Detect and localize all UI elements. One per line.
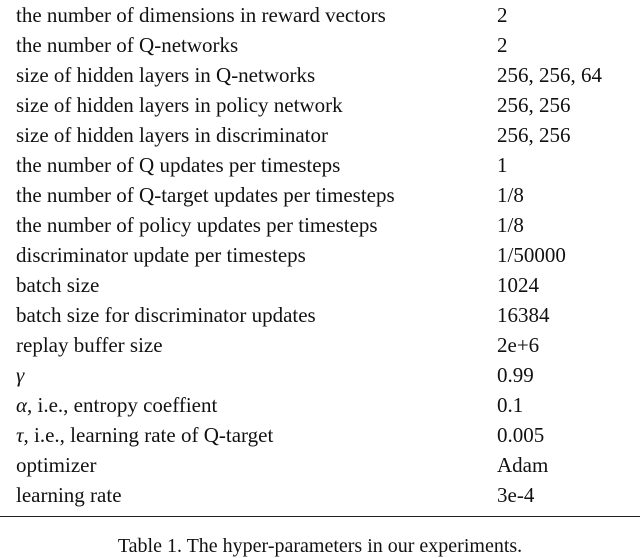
parameter-value: Adam <box>497 453 549 477</box>
table-row <box>0 180 640 210</box>
table-row <box>0 300 640 330</box>
parameter-name: size of hidden layers in policy network <box>16 93 343 117</box>
parameter-name <box>0 390 497 420</box>
table-row <box>0 210 640 240</box>
parameter-value: 256, 256 <box>497 93 571 117</box>
parameter-value: 2 <box>497 33 508 57</box>
table-row <box>0 90 640 120</box>
parameter-name: the number of Q-networks <box>16 33 239 57</box>
table-caption: Table 1. The hyper-parameters in our experiments. <box>117 535 523 557</box>
parameter-name: batch size <box>16 273 100 297</box>
table-row <box>0 330 640 360</box>
table-row <box>0 480 640 510</box>
table-bottom-rule <box>0 516 640 517</box>
parameter-value: 1 <box>497 153 508 177</box>
parameter-value: 256, 256, 64 <box>497 63 602 87</box>
alpha-symbol: α <box>16 393 28 417</box>
parameter-value: 0.1 <box>497 393 524 417</box>
parameter-value: 256, 256 <box>497 123 571 147</box>
parameter-value: 1024 <box>497 273 539 297</box>
gamma-symbol: γ <box>16 363 25 387</box>
table-row <box>0 120 640 150</box>
parameter-value: 3e-4 <box>497 483 535 507</box>
parameter-name: optimizer <box>16 453 97 477</box>
parameter-name: learning rate <box>16 483 122 507</box>
parameter-value: 1/8 <box>497 213 524 237</box>
parameter-name: the number of Q-target updates per timesteps <box>16 183 395 207</box>
parameter-name: the number of policy updates per timesteps <box>16 213 378 237</box>
table-row <box>0 360 640 390</box>
parameter-value: 1/50000 <box>497 243 566 267</box>
parameter-value: 16384 <box>497 303 550 327</box>
parameter-name: the number of Q updates per timesteps <box>16 153 341 177</box>
parameter-value: 1/8 <box>497 183 524 207</box>
parameter-description: , i.e., learning rate of Q-target <box>23 423 274 447</box>
tau-symbol: τ <box>16 423 24 447</box>
parameter-value: 0.99 <box>497 363 534 387</box>
parameter-name <box>0 360 497 390</box>
table-row <box>0 390 640 420</box>
parameter-name: batch size for discriminator updates <box>16 303 316 327</box>
parameter-name: the number of dimensions in reward vectors <box>16 3 386 27</box>
table-row <box>0 240 640 270</box>
table-row <box>0 450 640 480</box>
table-row <box>0 0 640 30</box>
parameter-name <box>0 420 497 450</box>
parameter-name: replay buffer size <box>16 333 163 357</box>
table-row <box>0 420 640 450</box>
parameter-name: discriminator update per timesteps <box>16 243 306 267</box>
table-row <box>0 270 640 300</box>
parameter-value: 2 <box>497 3 508 27</box>
parameter-name: size of hidden layers in discriminator <box>16 123 328 147</box>
table-row <box>0 60 640 90</box>
parameter-value: 0.005 <box>497 423 545 447</box>
table-row <box>0 150 640 180</box>
parameter-name: size of hidden layers in Q-networks <box>16 63 316 87</box>
parameter-description: , i.e., entropy coeffient <box>27 393 218 417</box>
table-row <box>0 30 640 60</box>
parameter-value: 2e+6 <box>497 333 540 357</box>
